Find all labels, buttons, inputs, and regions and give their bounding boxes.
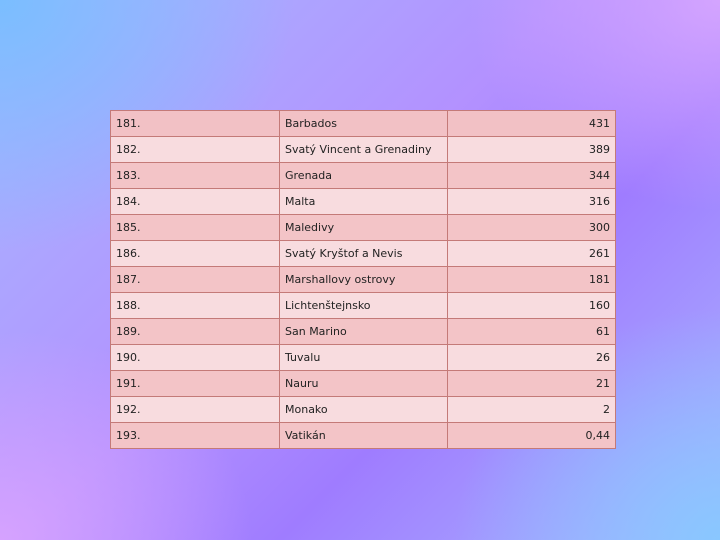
table-row: [111, 371, 616, 397]
country-cell: Marshallovy ostrovy: [280, 267, 448, 293]
table-row: [111, 319, 616, 345]
table-row: [111, 137, 616, 163]
table-row: [111, 267, 616, 293]
rank-cell: 181.: [111, 111, 280, 137]
country-cell: Barbados: [280, 111, 448, 137]
table-row: [111, 423, 616, 449]
table-row: [111, 397, 616, 423]
country-cell: Vatikán: [280, 423, 448, 449]
value-cell: 181: [448, 267, 616, 293]
rank-cell: 185.: [111, 215, 280, 241]
rank-cell: 184.: [111, 189, 280, 215]
value-cell: 344: [448, 163, 616, 189]
rank-cell: 193.: [111, 423, 280, 449]
country-cell: Grenada: [280, 163, 448, 189]
country-cell: Maledivy: [280, 215, 448, 241]
table-body: [111, 111, 616, 449]
value-cell: 261: [448, 241, 616, 267]
table-row: [111, 241, 616, 267]
value-cell: 61: [448, 319, 616, 345]
value-cell: 389: [448, 137, 616, 163]
rank-cell: 189.: [111, 319, 280, 345]
value-cell: 316: [448, 189, 616, 215]
table-row: [111, 111, 616, 137]
table-row: [111, 215, 616, 241]
country-cell: Svatý Kryštof a Nevis: [280, 241, 448, 267]
rank-cell: 190.: [111, 345, 280, 371]
value-cell: 21: [448, 371, 616, 397]
value-cell: 0,44: [448, 423, 616, 449]
rank-cell: 186.: [111, 241, 280, 267]
table-row: [111, 189, 616, 215]
value-cell: 300: [448, 215, 616, 241]
rank-cell: 188.: [111, 293, 280, 319]
country-cell: Lichtenštejnsko: [280, 293, 448, 319]
country-cell: Monako: [280, 397, 448, 423]
table-row: [111, 163, 616, 189]
country-cell: Svatý Vincent a Grenadiny: [280, 137, 448, 163]
table-row: [111, 345, 616, 371]
rank-cell: 183.: [111, 163, 280, 189]
value-cell: 431: [448, 111, 616, 137]
rank-cell: 187.: [111, 267, 280, 293]
value-cell: 2: [448, 397, 616, 423]
rank-cell: 192.: [111, 397, 280, 423]
country-cell: San Marino: [280, 319, 448, 345]
value-cell: 26: [448, 345, 616, 371]
value-cell: 160: [448, 293, 616, 319]
rank-cell: 182.: [111, 137, 280, 163]
rank-cell: 191.: [111, 371, 280, 397]
country-cell: Nauru: [280, 371, 448, 397]
country-cell: Tuvalu: [280, 345, 448, 371]
table-row: [111, 293, 616, 319]
country-cell: Malta: [280, 189, 448, 215]
country-area-table: [110, 110, 616, 449]
